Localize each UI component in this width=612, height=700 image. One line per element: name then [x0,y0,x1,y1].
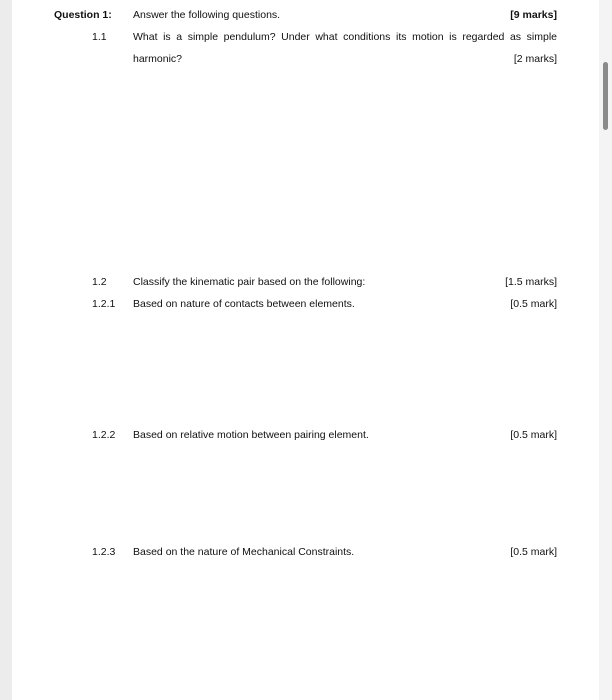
item-marks-1-1: [2 marks] [513,53,557,65]
item-number-1-1: 1.1 [92,31,107,43]
item-text-1-1-line2: harmonic? [133,53,183,65]
item-text-1-1-line1: What is a simple pendulum? Under what conditions its motion is regarded as simple [133,31,557,43]
item-number-1-2: 1.2 [92,276,107,288]
item-number-1-2-1: 1.2.1 [92,298,116,310]
scrollbar-thumb[interactable] [603,62,608,130]
question-total-marks: [9 marks] [510,9,557,21]
question-label: Question 1: [54,9,112,21]
item-number-1-2-3: 1.2.3 [92,546,116,558]
question-instruction: Answer the following questions. [133,9,281,21]
item-marks-1-2: [1.5 marks] [505,276,557,288]
document-page [12,0,599,700]
item-text-1-2-1: Based on nature of contacts between elements. [133,298,355,310]
item-marks-1-2-1: [0.5 mark] [510,298,557,310]
item-marks-1-2-3: [0.5 mark] [510,546,557,558]
item-text-1-2-2: Based on relative motion between pairing element. [133,429,369,441]
item-number-1-2-2: 1.2.2 [92,429,116,441]
item-marks-1-2-2: [0.5 mark] [510,429,557,441]
item-text-1-2: Classify the kinematic pair based on the following: [133,276,366,288]
item-text-1-2-3: Based on the nature of Mechanical Constraints. [133,546,355,558]
